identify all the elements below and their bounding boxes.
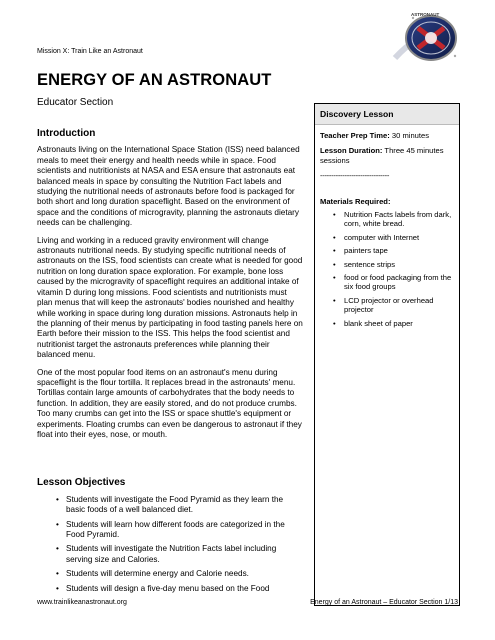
prep-time bbox=[320, 131, 454, 140]
list-item: • Students will learn how different foods are categorized in the Food Pyramid. bbox=[66, 520, 304, 541]
list-item: • Students will investigate the Nutrition Facts label including serving size and Calories. bbox=[66, 544, 304, 565]
intro-paragraph: Living and working in a reduced gravity environment will change astronauts nutritional needs. By studying specific nutritional needs of astronauts on the ISS, food scientists can create what is needed for good nutrition on long duration space exploration. For example, bone loss caused by the microgravity of spaceflight requires an additional intake of vitamin D during long missions. Food scientists and nutritionists must plan menus that will keep the astronauts' bodies nourished and healthy while working in space during long duration missions. Astronauts help in the planning of their menus by participating in food tasting panels here on Earth before their mission to the ISS. This helps the food scientist and nutritionist target the astronauts preferences while planning their balanced menu. bbox=[37, 235, 303, 360]
footer-url[interactable]: www.trainlikeanastronaut.org bbox=[37, 599, 127, 606]
objectives-list bbox=[37, 495, 304, 594]
divider: ------------------------------- bbox=[320, 171, 390, 181]
objectives-heading: Lesson Objectives bbox=[37, 477, 126, 489]
mission-x-logo bbox=[385, 8, 465, 68]
discovery-lesson-sidebar bbox=[314, 103, 460, 606]
intro-paragraph: Astronauts living on the International Space Station (ISS) need balanced meals to meet their energy and health needs while in space. Food scientists and nutritionists at NASA and ESA ensure that astronauts eat balanced meals in space by consulting the Nutrition Fact labels and studying the nutritional needs of astronauts before food is packaged for both short and long duration spaceflight. Based on the environment of space and the conditions of microgravity, planning the astronauts dietary needs can be challenging. bbox=[37, 145, 300, 228]
materials-list bbox=[320, 210, 454, 328]
lesson-duration bbox=[320, 146, 454, 165]
svg-text:ASTRONAUT: ASTRONAUT bbox=[411, 12, 440, 17]
prep-label: Teacher Prep Time: bbox=[320, 131, 390, 140]
page-subtitle: Educator Section bbox=[37, 97, 114, 108]
page-title: ENERGY OF AN ASTRONAUT bbox=[37, 71, 272, 89]
list-item: • food or food packaging from the six food groups bbox=[344, 273, 454, 292]
intro-paragraph: One of the most popular food items on an astronaut's menu during spaceflight is the flour tortilla. It replaces bread in the astronauts' menu. Tortillas contain large amounts of carbohydrates that the body needs to function. In addition, they are easily stored, and do not produce crumbs. Too many crumbs can get into the ISS or space shuttle's equipment or experiments. Floating crumbs can even be dangerous to astronaut if they float into their eyes, nose, or mouth. bbox=[37, 367, 302, 439]
main-content bbox=[37, 129, 304, 598]
introduction-heading: Introduction bbox=[37, 128, 96, 139]
list-item: • painters tape bbox=[344, 246, 454, 255]
duration-value: Three 45 minutes sessions bbox=[320, 146, 444, 165]
list-item: • sentence strips bbox=[344, 260, 454, 269]
footer-page-info: Energy of an Astronaut – Educator Section 1/13 bbox=[310, 599, 458, 606]
list-item: • Nutrition Facts labels from dark, corn, white bread. bbox=[344, 210, 454, 229]
list-item: • LCD projector or overhead projector bbox=[344, 296, 454, 315]
materials-heading: Materials Required: bbox=[320, 196, 391, 206]
prep-value: 30 minutes bbox=[389, 131, 430, 140]
list-item: • blank sheet of paper bbox=[344, 319, 454, 328]
sidebar-title: Discovery Lesson bbox=[315, 104, 459, 125]
duration-label: Lesson Duration: bbox=[320, 146, 383, 156]
list-item: • Students will determine energy and Calorie needs. bbox=[66, 569, 304, 579]
list-item: • Students will design a five-day menu based on the Food bbox=[66, 584, 304, 594]
list-item: • computer with Internet bbox=[344, 233, 454, 242]
list-item: • Students will investigate the Food Pyramid as they learn the basic foods of a well balanced diet. bbox=[66, 495, 304, 516]
header-mission: Mission X: Train Like an Astronaut bbox=[37, 48, 143, 55]
